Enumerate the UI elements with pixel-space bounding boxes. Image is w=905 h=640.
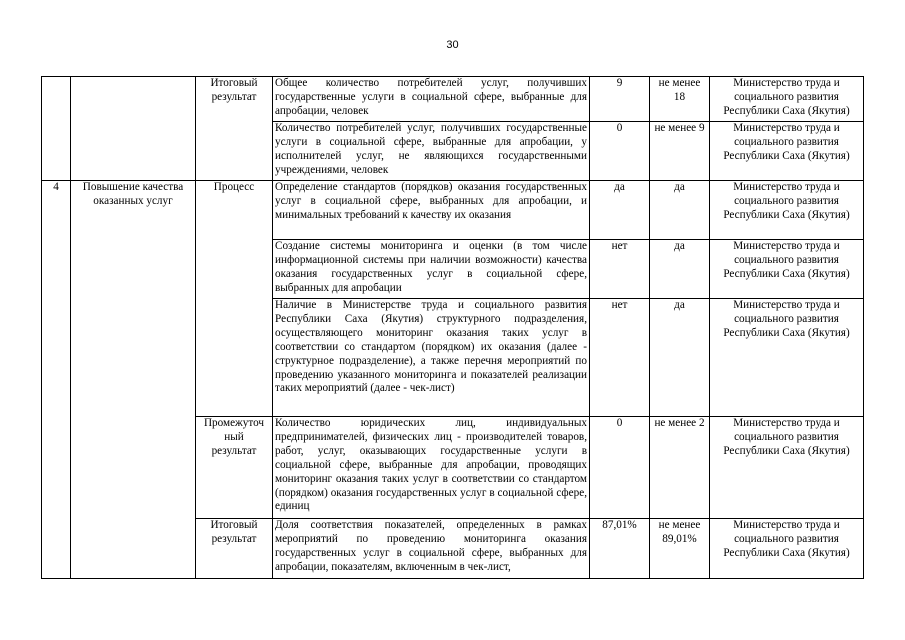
indicator-type-line: результат xyxy=(211,444,257,457)
indicator-cell: Определение стандартов (порядков) оказания государственных услуг в социальной сфере, выбранных для апробации, и минимальных требований к качеству их оказания xyxy=(273,181,590,240)
row-number-cell: 4 xyxy=(42,181,71,240)
task-cell xyxy=(71,122,196,181)
base-value-cell: 87,01% xyxy=(590,519,650,579)
indicator-cell: Общее количество потребителей услуг, получивших государственные услуги в социальной сфере, выбранные для апробации, человек xyxy=(273,77,590,122)
indicator-type-line: Промежуточ xyxy=(203,417,265,429)
responsible-cell: Министерство труда и социального развития Республики Саха (Якутия) xyxy=(710,519,864,579)
row-number-cell xyxy=(42,519,71,579)
responsible-cell: Министерство труда и социального развития Республики Саха (Якутия) xyxy=(710,122,864,181)
table-row xyxy=(42,181,864,240)
task-cell xyxy=(71,240,196,299)
indicator-type-cell: Итоговый результат xyxy=(196,519,273,579)
table-row xyxy=(42,299,864,417)
row-number-cell xyxy=(42,122,71,181)
target-value-cell: не менее 9 xyxy=(650,122,710,181)
target-value-cell: не менее 2 xyxy=(650,417,710,519)
row-number-cell xyxy=(42,77,71,122)
base-value-cell: 0 xyxy=(590,122,650,181)
responsible-cell: Министерство труда и социального развития Республики Саха (Якутия) xyxy=(710,77,864,122)
task-cell xyxy=(71,519,196,579)
task-cell xyxy=(71,417,196,519)
indicator-cell: Наличие в Министерстве труда и социального развития Республики Саха (Якутия) структурного подразделения, осуществляющего мониторинг оказания таких услуг в соответствии со стандартом (порядком) их оказания (далее - структурное подразделение), а также перечня мероприятий по проведению указанного мониторинга и показателей реализации таких мероприятий (далее - чек-лист) xyxy=(273,299,590,417)
task-cell: Повышение качества оказанных услуг xyxy=(71,181,196,240)
indicator-type-cell xyxy=(196,299,273,417)
target-value-cell: не менее 89,01% xyxy=(650,519,710,579)
table-row xyxy=(42,519,864,579)
base-value-cell: 9 xyxy=(590,77,650,122)
target-value-cell: да xyxy=(650,299,710,417)
indicator-type-cell xyxy=(196,240,273,299)
responsible-cell: Министерство труда и социального развития Республики Саха (Якутия) xyxy=(710,181,864,240)
indicator-cell: Создание системы мониторинга и оценки (в том числе информационной системы при наличии возможности) качества оказания государственных услуг в социальной сфере, выбранных для апробации xyxy=(273,240,590,299)
base-value-cell: нет xyxy=(590,299,650,417)
responsible-cell: Министерство труда и социального развития Республики Саха (Якутия) xyxy=(710,240,864,299)
indicator-type-cell xyxy=(196,417,273,519)
target-value-cell: не менее 18 xyxy=(650,77,710,122)
indicators-table xyxy=(41,76,864,579)
table-row xyxy=(42,77,864,122)
indicator-cell: Доля соответствия показателей, определенных в рамках мероприятий по проведению мониторинга оказания государственных услуг в социальной сфере, выбранных для апробации, показателям, включенным в чек-лист, xyxy=(273,519,590,579)
table-row xyxy=(42,417,864,519)
indicator-type-cell: Итоговый результат xyxy=(196,77,273,122)
indicator-type-cell xyxy=(196,122,273,181)
row-number-cell xyxy=(42,299,71,417)
base-value-cell: 0 xyxy=(590,417,650,519)
task-cell xyxy=(71,77,196,122)
target-value-cell: да xyxy=(650,240,710,299)
indicator-cell: Количество юридических лиц, индивидуальных предпринимателей, физических лиц - производителей товаров, работ, услуг, оказывающих государственные услуги в социальной сфере, выбранные для апробации, проводящих мониторинг оказания таких услуг в соответствии со стандартом (порядком) оказания государственных услуг в социальной сфере, единиц xyxy=(273,417,590,519)
table-row xyxy=(42,122,864,181)
indicator-cell: Количество потребителей услуг, получивших государственные услуги в социальной сфере, выбранные для апробации, у исполнителей услуг, не являющихся государственными учреждениями, человек xyxy=(273,122,590,181)
row-number-cell xyxy=(42,240,71,299)
row-number-cell xyxy=(42,417,71,519)
task-cell xyxy=(71,299,196,417)
indicator-type-line: ный xyxy=(224,430,244,443)
page-number: 30 xyxy=(446,39,459,51)
indicator-type-cell: Процесс xyxy=(196,181,273,240)
responsible-cell: Министерство труда и социального развития Республики Саха (Якутия) xyxy=(710,299,864,417)
base-value-cell: нет xyxy=(590,240,650,299)
table-row xyxy=(42,240,864,299)
target-value-cell: да xyxy=(650,181,710,240)
base-value-cell: да xyxy=(590,181,650,240)
responsible-cell: Министерство труда и социального развития Республики Саха (Якутия) xyxy=(710,417,864,519)
